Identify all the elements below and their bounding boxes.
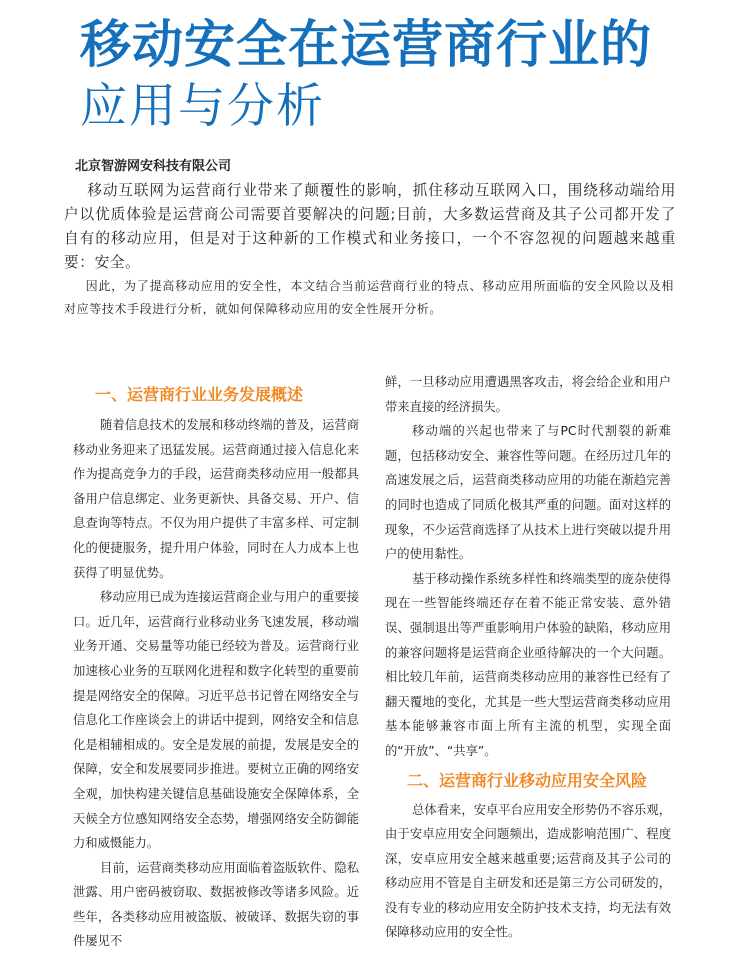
intro-paragraph-1: 移动互联网为运营商行业带来了颠覆性的影响，抓住移动互联网入口，围绕移动端给用户以优质体验是运营商公司需要首要解决的问题;目前，大多数运营商及其子公司都开发了自有的移动应用，但是对于这种新的工作模式和业务接口，一个不容忽视的问题越来越重要：安全。 — [64, 182, 676, 271]
body-paragraph-continued: 鲜，一旦移动应用遭遇黑客攻击，将会给企业和用户带来直接的经济损失。 — [385, 375, 671, 414]
section2-heading: 二、运营商行业移动应用安全风险 — [407, 770, 648, 790]
left-column — [73, 383, 359, 954]
intro-paragraph-2: 因此，为了提高移动应用的安全性，本文结合当前运营商行业的特点、移动应用所面临的安全风险以及相对应等技术手段进行分析，就如何保障移动应用的安全性展开分析。 — [64, 279, 674, 316]
body-paragraph: 目前，运营商类移动应用面临着盗版软件、隐私泄露、用户密码被窃取、数据被修改等诸多风险。近些年，各类移动应用被盗版、被破译、数据失窃的事件屡见不 — [73, 860, 359, 949]
body-paragraph: 随着信息技术的发展和移动终端的普及，运营商移动业务迎来了迅猛发展。运营商通过接入信息化来作为提高竞争力的手段，运营商类移动应用一般都具备用户信息绑定、业务更新快、具备交易、开户、信息查询等特点。不仅为用户提供了丰富多样、可定制化的便捷服务，提升用户体验，同时在人力成本上也获得了明显优势。 — [73, 418, 359, 580]
author-company: 北京智游网安科技有限公司 — [75, 159, 232, 174]
section1-heading: 一、运营商行业业务发展概述 — [95, 385, 304, 404]
right-column — [385, 370, 671, 945]
body-paragraph: 移动端的兴起也带来了与PC时代割裂的新难题，包括移动安全、兼容性等问题。在经历过几年的高速发展之后，运营商类移动应用的功能在渐趋完善的同时也造成了同质化极其严重的问题。面对这样的现象，不少运营商选择了从技术上进行突破以提升用户的使用黏性。 — [385, 424, 671, 562]
body-paragraph: 移动应用已成为连接运营商企业与用户的重要接口。近几年，运营商行业移动业务飞速发展，移动端业务开通、交易量等功能已经较为普及。运营商行业加速核心业务的互联网化进程和数字化转型的重要前提是网络安全的保障。习近平总书记曾在网络安全与信息化工作座谈会上的讲话中提到，网络安全和信息化是相辅相成的。安全是发展的前提，发展是安全的保障，安全和发展要同步推进。要树立正确的网络安全观，加快构建关键信息基础设施安全保障体系，全天候全方位感知网络安全态势，增强网络安全防御能力和威慑能力。 — [73, 590, 359, 851]
body-paragraph: 总体看来，安卓平台应用安全形势仍不容乐观，由于安卓应用安全问题频出，造成影响范围广、程度深，安卓应用安全越来越重要;运营商及其子公司的移动应用不管是自主研发和还是第三方公司研发的，没有专业的移动应用安全防护技术支持，均无法有效保障移动应用的安全性。 — [385, 802, 671, 940]
article-title-line1: 移动安全在运营商行业的 — [80, 16, 653, 75]
body-paragraph: 基于移动操作系统多样性和终端类型的庞杂使得现在一些智能终端还存在着不能正常安装、意外错误、强制退出等严重影响用户体验的缺陷，移动应用的兼容问题将是运营商企业亟待解决的一个大问题。相比较几年前，运营商类移动应用的兼容性已经有了翻天覆地的变化，尤其是一些大型运营商类移动应用基本能够兼容市面上所有主流的机型，实现全面的“开放”、“共享”。 — [385, 571, 671, 758]
article-title-line2: 应用与分析 — [80, 79, 325, 134]
intro — [64, 179, 676, 321]
